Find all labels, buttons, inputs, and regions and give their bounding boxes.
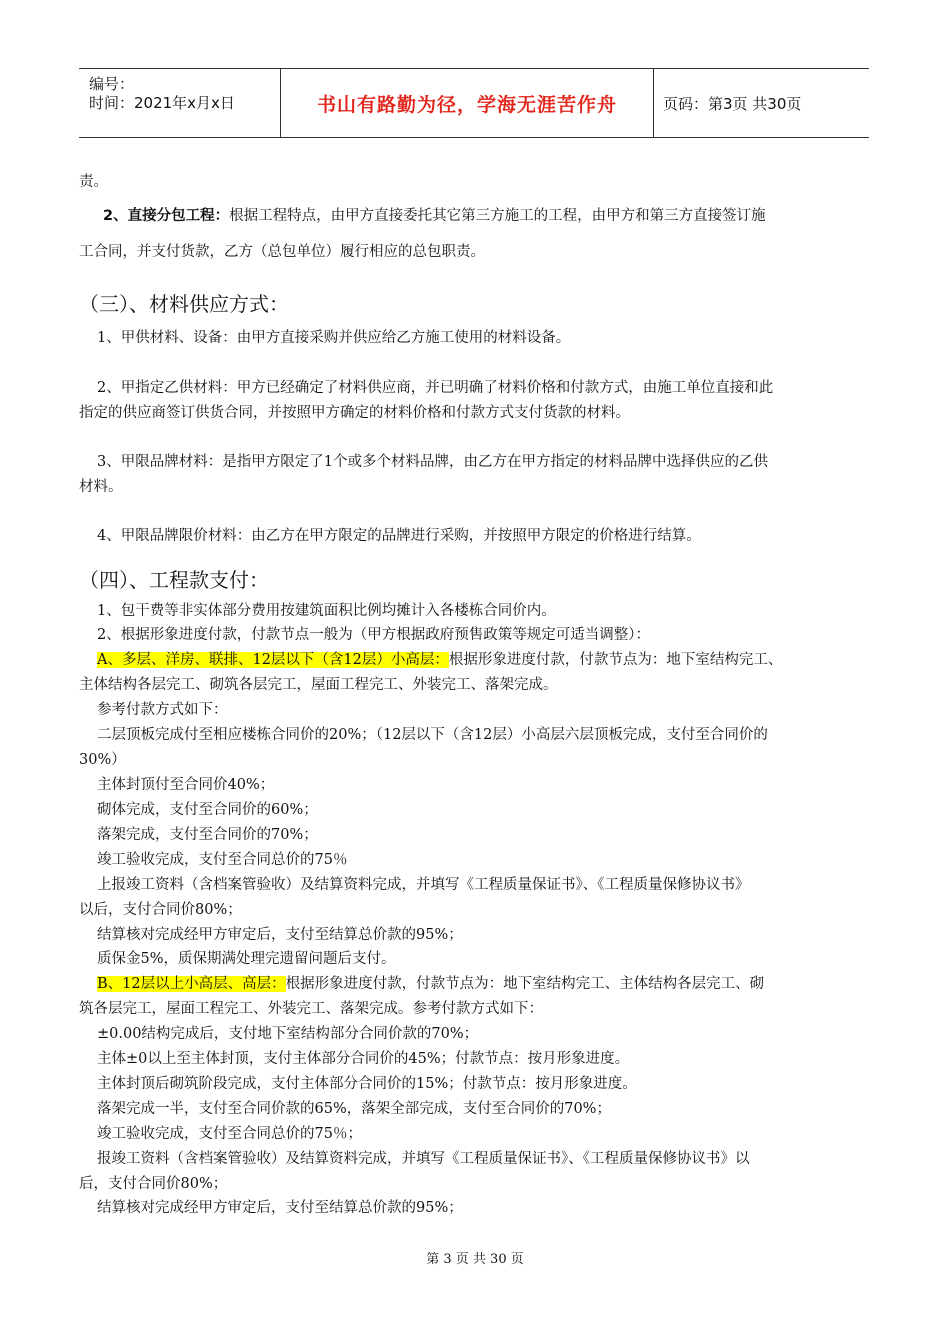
item-text: 根据形象进度付款，付款节点为：地下室结构完工、主体结构各层完工、砌 — [285, 976, 765, 992]
section-heading-3: （三）、材料供应方式： — [79, 292, 289, 316]
text-line: 3、甲限品牌材料：是指甲方限定了1个或多个材料品牌，由乙方在甲方指定的材料品牌中选择供应的乙供 — [97, 454, 768, 470]
doc-number-label: 编号： — [89, 75, 135, 93]
text-line: 主体封顶付至合同价40%； — [97, 777, 275, 793]
text-line: 1、甲供材料、设备：由甲方直接采购并供应给乙方施工使用的材料设备。 — [97, 330, 571, 346]
header-page-cell — [653, 69, 869, 137]
text-line: 上报竣工资料（含档案管验收）及结算资料完成，并填写《工程质量保证书》、《工程质量保修协议书》 — [97, 877, 750, 893]
text-line: 落架完成一半，支付至合同价款的65%，落架全部完成，支付至合同价的70%； — [97, 1101, 611, 1117]
text-line: 2、根据形象进度付款，付款节点一般为（甲方根据政府预售政策等规定可适当调整）： — [97, 627, 650, 643]
page-header — [79, 68, 869, 138]
highlighted-heading: B、12层以上小高层、高层： — [97, 976, 286, 992]
text-line: 报竣工资料（含档案管验收）及结算资料完成，并填写《工程质量保证书》、《工程质量保修协议书》以 — [97, 1151, 750, 1167]
text-line — [97, 650, 782, 670]
page-footer: 第 3 页 共 30 页 — [426, 1252, 524, 1267]
header-page-info: 页码：第3页 共30页 — [663, 94, 802, 113]
text-line: 材料。 — [79, 479, 123, 495]
text-line: 2、甲指定乙供材料：甲方已经确定了材料供应商，并已明确了材料价格和付款方式，由施工单位直接和此 — [97, 380, 774, 396]
text-line: 竣工验收完成，支付至合同总价的75％； — [97, 1126, 362, 1142]
text-line: ±0.00结构完成后，支付地下室结构部分合同价款的70%； — [97, 1026, 479, 1042]
item-text: 根据形象进度付款，付款节点为：地下室结构完工、 — [448, 652, 783, 668]
text-line: 参考付款方式如下： — [97, 702, 228, 718]
text-line: 结算核对完成经甲方审定后，支付至结算总价款的95%； — [97, 927, 463, 943]
text-line — [97, 974, 764, 994]
text-line — [103, 206, 766, 226]
header-motto: 书山有路勤为径，学海无涯苦作舟 — [316, 93, 617, 116]
text-line: 二层顶板完成付至相应楼栋合同价的20%；（12层以下（含12层）小高层六层顶板完成，支付至合同价的 — [97, 727, 768, 743]
header-motto-cell — [280, 69, 654, 137]
text-line: 1、包干费等非实体部分费用按建筑面积比例均摊计入各楼栋合同价内。 — [97, 603, 556, 619]
text-line: 工合同，并支付货款，乙方（总包单位）履行相应的总包职责。 — [79, 244, 485, 260]
highlighted-heading: A、多层、洋房、联排、12层以下（含12层）小高层： — [97, 652, 449, 668]
text-line: 筑各层完工，屋面工程完工、外装完工、落架完成。参考付款方式如下： — [79, 1001, 543, 1017]
text-line: 主体封顶后砌筑阶段完成，支付主体部分合同价的15%；付款节点：按月形象进度。 — [97, 1076, 637, 1092]
text-line: 以后，支付合同价80%； — [79, 902, 242, 918]
text-line: 质保金5%，质保期满处理完遗留问题后支付。 — [97, 951, 396, 967]
text-line: 砌体完成，支付至合同价的60%； — [97, 802, 318, 818]
text-line: 落架完成，支付至合同价的70%； — [97, 827, 318, 843]
text-line: 结算核对完成经甲方审定后，支付至结算总价款的95%； — [97, 1200, 463, 1216]
section-heading-4: （四）、工程款支付： — [79, 568, 269, 592]
doc-date-label: 时间：2021年x月x日 — [89, 94, 235, 112]
text-line: 主体±0以上至主体封顶，支付主体部分合同价的45%；付款节点：按月形象进度。 — [97, 1051, 630, 1067]
item-heading: 2、直接分包工程： — [103, 208, 230, 224]
item-text: 根据工程特点，由甲方直接委托其它第三方施工的工程，由甲方和第三方直接签订施 — [229, 208, 766, 224]
header-meta — [79, 69, 280, 137]
text-line: 后，支付合同价80%； — [79, 1176, 228, 1192]
text-line: 竣工验收完成，支付至合同总价的75％ — [97, 852, 348, 868]
text-line: 30%） — [79, 752, 126, 768]
text-line: 主体结构各层完工、砌筑各层完工，屋面工程完工、外装完工、落架完成。 — [79, 677, 558, 693]
text-line: 指定的供应商签订供货合同，并按照甲方确定的材料价格和付款方式支付货款的材料。 — [79, 405, 630, 421]
text-line: 责。 — [79, 174, 108, 190]
text-line: 4、甲限品牌限价材料：由乙方在甲方限定的品牌进行采购，并按照甲方限定的价格进行结算。 — [97, 528, 701, 544]
